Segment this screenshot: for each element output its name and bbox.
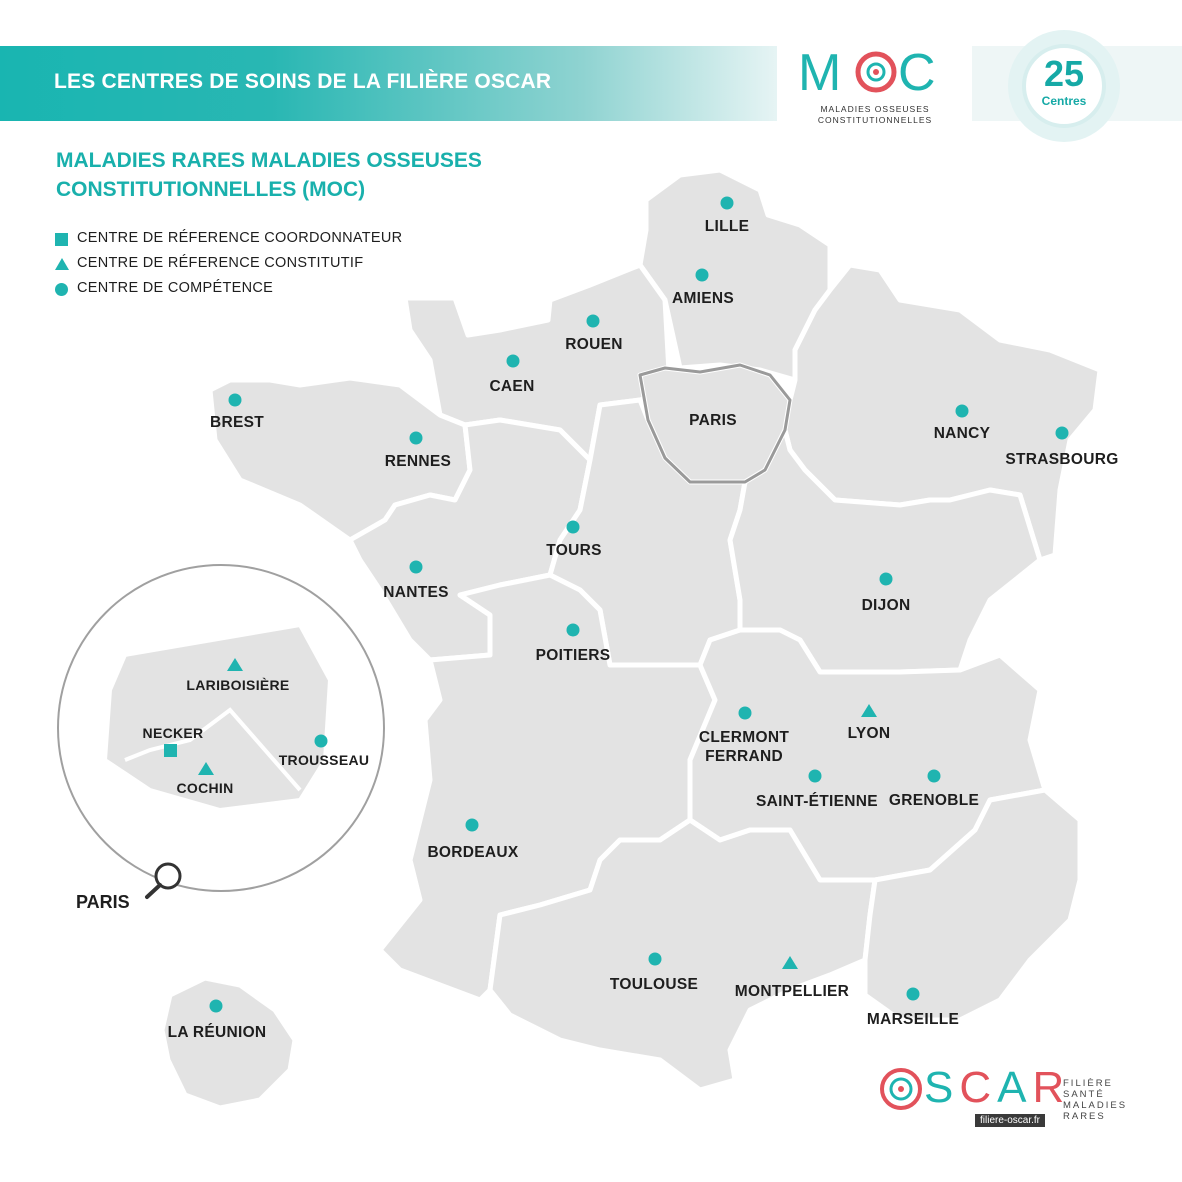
label-cochin: COCHIN [176, 780, 234, 796]
label-rennes: RENNES [384, 453, 452, 470]
marker-toulouse[interactable] [649, 953, 662, 966]
marker-trousseau[interactable] [315, 735, 328, 748]
label-bordeaux: BORDEAUX [427, 844, 519, 861]
subtitle-line-2: CONSTITUTIONNELLES (MOC) [56, 178, 366, 201]
page-title: LES CENTRES DE SOINS DE LA FILIÈRE OSCAR [54, 70, 552, 93]
marker-marseille[interactable] [907, 988, 920, 1001]
label-nancy: NANCY [933, 425, 991, 442]
oscar-brand: SCAR [924, 1063, 1071, 1112]
marker-saint-etienne[interactable] [809, 770, 822, 783]
marker-lille[interactable] [721, 197, 734, 210]
moc-logo-m: M [798, 44, 842, 102]
label-trousseau: TROUSSEAU [278, 752, 370, 768]
label-strasbourg: STRASBOURG [1005, 451, 1119, 468]
marker-brest[interactable] [229, 394, 242, 407]
marker-dijon[interactable] [880, 573, 893, 586]
label-toulouse: TOULOUSE [609, 976, 699, 993]
legend-constitutif-label: CENTRE DE RÉFERENCE CONSTITUTIF [77, 255, 364, 271]
marker-grenoble[interactable] [928, 770, 941, 783]
badge-label: Centres [1041, 94, 1087, 108]
oscar-logo [878, 1064, 1138, 1134]
oscar-url[interactable]: filiere-oscar.fr [975, 1114, 1045, 1127]
moc-logo-sub-1: MALADIES OSSEUSES [820, 104, 930, 114]
oscar-o-icon [878, 1066, 928, 1116]
moc-logo-sub-2: CONSTITUTIONNELLES [817, 115, 933, 125]
label-grenoble: GRENOBLE [888, 792, 980, 809]
marker-rennes[interactable] [410, 432, 423, 445]
marker-tours[interactable] [567, 521, 580, 534]
label-tours: TOURS [546, 542, 602, 559]
moc-logo-c: C [898, 44, 936, 102]
label-brest: BREST [209, 414, 265, 431]
marker-necker[interactable] [164, 744, 177, 757]
label-poitiers: POITIERS [535, 647, 611, 664]
region-la-reunion[interactable] [162, 978, 295, 1108]
legend-competence-label: CENTRE DE COMPÉTENCE [77, 280, 274, 296]
marker-strasbourg[interactable] [1056, 427, 1069, 440]
label-paris: PARIS [689, 412, 737, 429]
marker-poitiers[interactable] [567, 624, 580, 637]
marker-caen[interactable] [507, 355, 520, 368]
subtitle-line-1: MALADIES RARES MALADIES OSSEUSES [56, 149, 482, 172]
label-la-reunion: LA RÉUNION [167, 1024, 267, 1041]
label-lille: LILLE [704, 218, 750, 235]
label-saint-etienne: SAINT-ÉTIENNE [756, 793, 878, 810]
marker-nancy[interactable] [956, 405, 969, 418]
marker-nantes[interactable] [410, 561, 423, 574]
label-clermont-2: FERRAND [705, 748, 783, 765]
label-dijon: DIJON [861, 597, 911, 614]
oscar-tagline [1063, 1078, 1127, 1122]
label-rouen: ROUEN [565, 336, 623, 353]
oscar-tagline-2: SANTÉ [1063, 1089, 1105, 1100]
badge-count: 25 [1043, 53, 1085, 94]
label-necker: NECKER [142, 725, 204, 741]
label-amiens: AMIENS [671, 290, 735, 307]
label-lyon: LYON [847, 725, 891, 742]
marker-amiens[interactable] [696, 269, 709, 282]
label-marseille: MARSEILLE [866, 1011, 960, 1028]
label-clermont-1: CLERMONT [698, 729, 790, 746]
label-caen: CAEN [489, 378, 535, 395]
legend-coordinateur-label: CENTRE DE RÉFERENCE COORDONNATEUR [77, 230, 403, 246]
marker-la-reunion[interactable] [210, 1000, 223, 1013]
label-montpellier: MONTPELLIER [734, 983, 850, 1000]
oscar-tagline-3: MALADIES [1063, 1100, 1128, 1111]
label-lariboisiere: LARIBOISIÈRE [186, 677, 290, 693]
paris-inset-label: PARIS [76, 892, 130, 912]
marker-clermont-ferrand[interactable] [739, 707, 752, 720]
label-nantes: NANTES [383, 584, 449, 601]
oscar-tagline-1: FILIÈRE [1063, 1078, 1113, 1089]
oscar-tagline-4: RARES [1063, 1111, 1106, 1122]
marker-bordeaux[interactable] [466, 819, 479, 832]
marker-rouen[interactable] [587, 315, 600, 328]
